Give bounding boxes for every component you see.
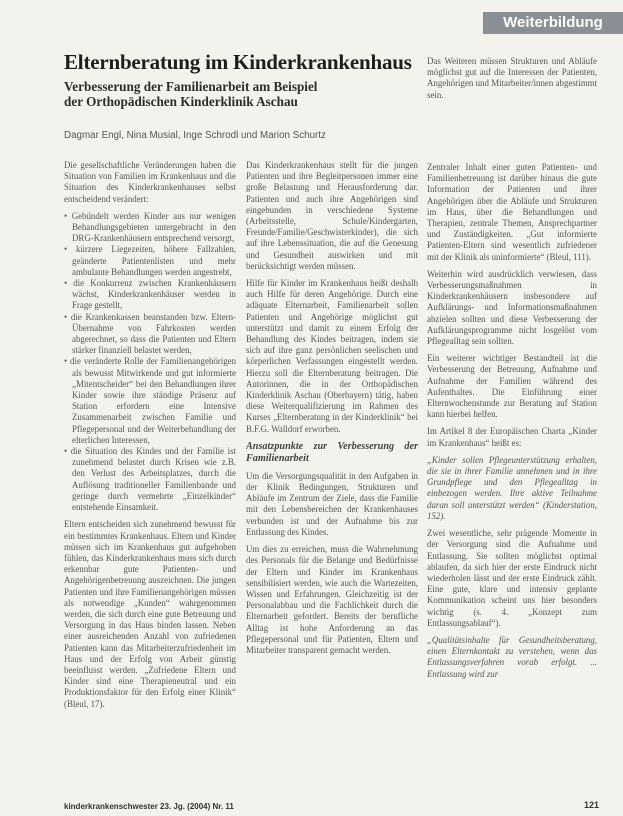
- list-item: • die Situation des Kindes und der Familie ist zunehmend belastet durch Krisen wie z.B. den Verlust des Arbeitsplatzes, durch die Auflösung traditioneller Familienbande und geringe durch vermehrte „Einzelkinder“ entstehende Einsamkeit.: [64, 446, 236, 513]
- col1-bullet-list: [64, 211, 236, 513]
- list-item: • die Krankenkassen beanstanden bzw. Eltern-Übernahme von Fahrkosten werden abgerechnet, so dass die Patienten und Eltern stärker finanziell belastet werden,: [64, 312, 236, 357]
- column-3: [427, 162, 597, 798]
- col2-paragraph-3: Um die Versorgungsqualität in den Aufgaben in der Klinik Bedingungen, Strukturen und Abläufe im Zentrum der Ziele, dass die Familie mit den Lebensbereichen der Krankenhauses verbunden ist und der Aufnahme bis zur Entlassung des Kindes.: [246, 470, 418, 537]
- col3-paragraph-2: Weiterhin wird ausdrücklich verwiesen, dass Verbesserungsmaßnahmen in Kinderkrankenhäusern insbesondere auf Aufklärungs- und Informationsmaßnahmen abzielen sollten und diese Verbesserung der Aufklärungsprogramme nicht losgelöst vom Pflegealltag sein sollten.: [427, 268, 597, 347]
- quote-text-2: „Qualitätsinhalte für Gesundheitsberatung, einen Elternkontakt zu verstehen, wenn das Entlassungsverfahren vorab erfolgt. ... Entlassung wird zur: [427, 634, 597, 679]
- authors-line: Dagmar Engl, Nina Musial, Inge Schrodl und Marion Schurtz: [64, 130, 326, 141]
- col2-paragraph-2: Hilfe für Kinder im Krankenhaus heißt deshalb auch Hilfe für deren Angehörige. Durch eine adäquate Elternarbeit, Familienarbeit sollen Patienten und Angehörige möglichst gut unterstützt und damit zu einem Erfolg der Behandlung des Kindes beitragen, indem sie sich auf ihre ganz persönlichen seelischen und körperlichen Verfassungen eingestellt werden. Hierzu soll die Elternberatung beitragen. Die Autorinnen, die in der Orthopädischen Kinderklinik Aschau (Oberbayern) tätig, haben diese Weiterqualifizierung im Rahmen des Kurses „Elternberatung in der Kinderklinik“ bei B.F.G. Walldorf erworben.: [246, 278, 418, 434]
- col3-paragraph-4: Im Artikel 8 der Europäischen Charta „Kinder im Krankenhaus“ heißt es:: [427, 426, 597, 448]
- subtitle-line-1: Verbesserung der Familienarbeit am Beispiel: [64, 79, 318, 94]
- list-item: • die veränderte Rolle der Familienangehörigen als bewusst Mitwirkende und gut informierte „Mitentscheider“ bei den Behandlungen ihrer Kinder sowie ihre ständige Präsenz auf Station erfordern eine Intensive Zusammenarbeit zwischen Familie und Pflegepersonal und der Weiterbehandlung der elterlichen Interessen,: [64, 356, 236, 446]
- page-title: Elternberatung im Kinderkrankenhaus: [64, 50, 412, 74]
- section-tab: Weiterbildung: [483, 12, 623, 34]
- quote-text: „Kinder sollen Pflegeunterstützung erhalten, die sie in ihrer Familie annehmen und in ihre Grundpflege und den Pflegealltag in einbezogen werden. Ihre aktive Teilnahme daran soll unterstützt werden“ (Kinderstation, 152).: [427, 454, 597, 521]
- col3-quote: [427, 455, 597, 522]
- page-number: 121: [584, 800, 600, 810]
- col3-paragraph-5: Zwei wesentliche, sehr prägende Momente in der Versorgung sind die Aufnahme und Entlassung. Sie sollten möglichst optimal ablaufen, da sich hier der erste Eindruck nicht wiederholen lässt und der erste Eindruck zählt. Eine gute, klare und intensiv geplante Kommunikation scheint uns hier besonders wichtig (s. 4. „Konzept zum Entlassungsablauf“).: [427, 528, 597, 628]
- subtitle-line-2: der Orthopädischen Kinderklinik Aschau: [64, 94, 298, 109]
- col1-intro: Die gesellschaftliche Veränderungen haben die Situation von Familien im Krankenhaus und die Situation des Kinderkrankenhauses selbst entscheidend verändert:: [64, 160, 236, 204]
- article-subtitle: [64, 79, 484, 109]
- col3-top-text: Das Weiteren müssen Strukturen und Abläufe möglichst gut auf die Interessen der Patienten, Angehörigen und Mitarbeiter/innen abgestimmt sein.: [427, 56, 597, 100]
- list-item: • die Konkurrenz zwischen Krankenhäusern wächst, Kinderkrankenhäuser werden in Frage gestellt,: [64, 278, 236, 312]
- list-item: • kürzere Liegezeiten, höhere Fallzahlen, geänderte Patientenlisten und mehr ambulante Behandlungen werden angestrebt,: [64, 244, 236, 278]
- section-heading: Ansatzpunkte zur Verbesserung der Familienarbeit: [246, 440, 418, 464]
- col1-paragraph-2: Eltern entscheiden sich zunehmend bewusst für ein bestimmtes Krankenhaus. Eltern und Kinder müssen sich im Krankenhaus gut aufgehoben fühlen, das Kinderkrankenhaus muss sich durch erkennbar gute Patienten- und Angehörigenbetreuung auszeichnen. Die jungen Patienten und ihre Familienangehörigen müssen als notwendige „Kunden“ wahrgenommen werden, die sich durch eine gute Betreuung und Versorgung in das Haus binden lassen. Neben einer ausreichenden Anzahl von zufriedenen Patienten kann das Mitarbeiterzufriedenheit im Haus und der Erfolg von Arbeit günstig beeinflusst werden. „Zufriedene Eltern und Kinder sind eine Therapieneutral und ein Produktionsfaktor für den Erfolg einer Klinik“ (Bleul, 17).: [64, 519, 236, 709]
- col3-paragraph-3: Ein weiterer wichtiger Bestandteil ist die Verbesserung der Betreuung, Aufnahme und Aufnahme der Familien während des Aufenthaltes. Die Einführung einer Elternwochenstunde zur Beratung auf Station kann hierbei helfen.: [427, 353, 597, 420]
- column-2: [246, 160, 418, 798]
- col2-paragraph-1: Das Kinderkrankenhaus stellt für die jungen Patienten und ihre Begleitpersonen immer eine große Belastung und Herausforderung dar. Patienten und auch ihre Angehörigen sind eingebunden in verschiedene Systeme (Arbeitsstelle, Schule/Kindergarten, Freunde/Familie/Geschwisterkinder), die sich auf ihre Lebenssituation, die auf die Genesung und Gesundheit auswirken und mit berücksichtigt werden müssen.: [246, 160, 418, 271]
- column-1: [64, 160, 236, 798]
- footer-journal: kinderkrankenschwester 23. Jg. (2004) Nr. 11: [64, 802, 234, 811]
- col3-quote-2: [427, 635, 597, 680]
- col3-paragraph-1: Zentraler Inhalt einer guten Patienten- und Familienbetreuung ist darüber hinaus die gute Information der Patienten und ihrer Angehörigen über die Abläufe und Strukturen im Haus, über die Behandlungen und Therapien, zentrale Themen, Ansprechpartner und Zuständigkeiten. „Gut informierte Patienten-Eltern sind wesentlich zufriedener mit der Klinik als uninformierte“ (Bleul, 111).: [427, 162, 597, 262]
- col2-paragraph-4: Um dies zu erreichen, muss die Wahrnehmung des Personals für die Belange und Bedürfnisse der Eltern und Kinder im Krankenhaus sensibilisiert werden, wie auch die Wartezeiten, Wissen und Erfahrungen. Gleichzeitig ist der Personalabbau und die Fachlichkeit durch die Elternarbeit gefordert. Bereits der berufliche Alltag ist hohe Anforderung an das Pflegepersonal und für Patienten, Eltern und Mitarbeiter transparent gemacht werden.: [246, 544, 418, 655]
- list-item: • Gebündelt werden Kinder aus nur wenigen Behandlungsgebieten untergebracht in den DRG-Krankenhäusern entsprechend versorgt,: [64, 211, 236, 245]
